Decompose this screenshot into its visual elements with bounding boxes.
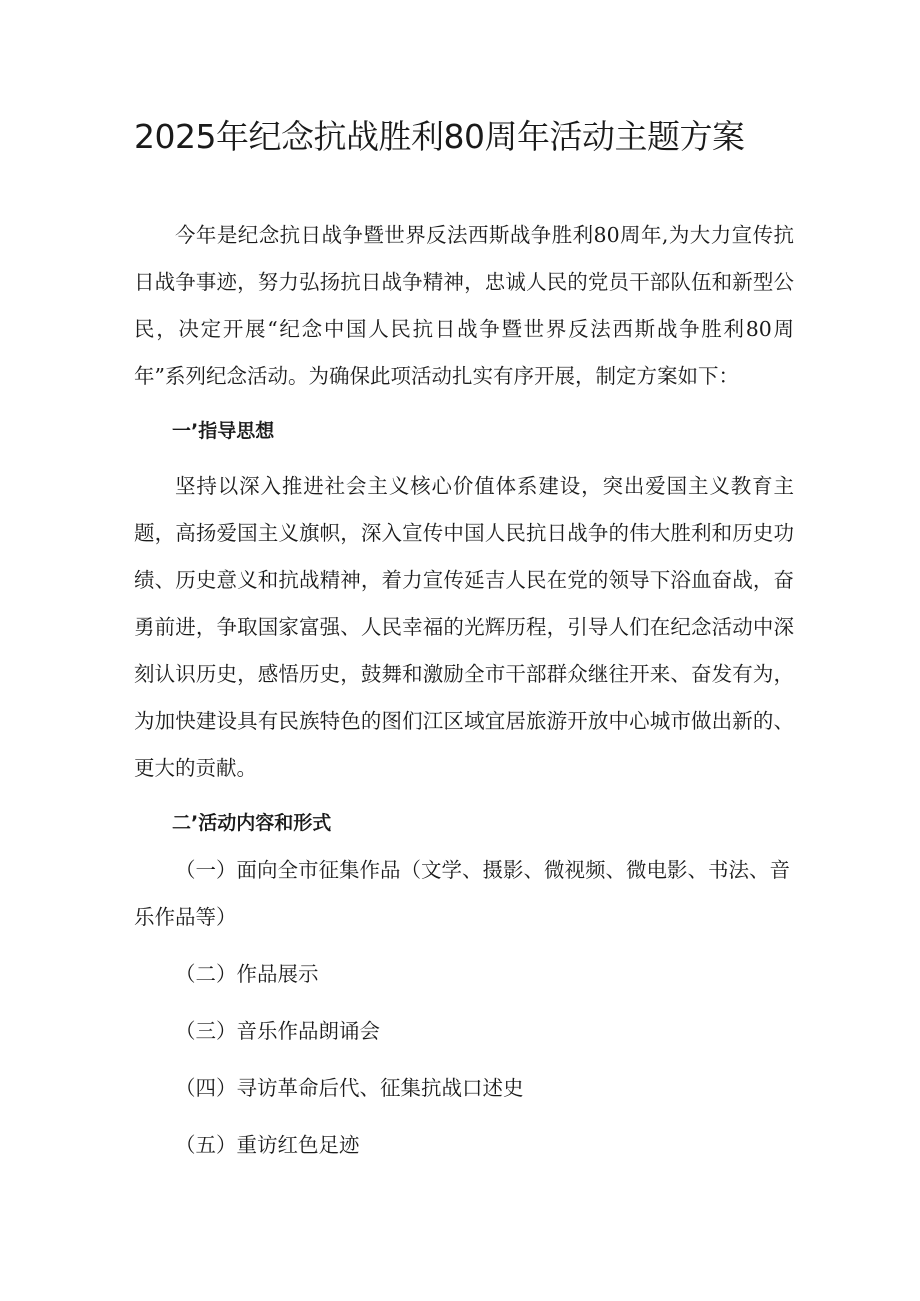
- activity-item: （四）寻访革命后代、征集抗战口述史: [175, 1076, 524, 1100]
- document-body: [134, 212, 794, 1169]
- guiding-ideology-paragraph: 坚持以深入推进社会主义核心价值体系建设，突出爱国主义教育主题，高扬爱国主义旗帜，深入宣传中国人民抗日战争的伟大胜利和历史功绩、历史意义和抗战精神，着力宣传延吉人民在党的领导下浴血奋战，奋勇前进，争取国家富强、人民幸福的光辉历程，引导人们在纪念活动中深刻认识历史，感悟历史，鼓舞和激励全市干部群众继往开来、奋发有为，为加快建设具有民族特色的图们江区域宜居旅游开放中心城市做出新的、更大的贡献。: [134, 474, 794, 780]
- section-heading-activities: 二’活动内容和形式: [172, 812, 332, 834]
- activity-item: （一）面向全市征集作品（文学、摄影、微视频、微电影、书法、音乐作品等）: [134, 858, 790, 929]
- activity-item: （二）作品展示: [175, 962, 319, 986]
- intro-paragraph: 今年是纪念抗日战争暨世界反法西斯战争胜利80周年,为大力宣传抗日战争事迹，努力弘扬抗日战争精神，忠诚人民的党员干部队伍和新型公民，决定开展“纪念中国人民抗日战争暨世界反法西斯战争胜利80周年”系列纪念活动。为确保此项活动扎实有序开展，制定方案如下：: [134, 223, 794, 388]
- document-title: 2025年纪念抗战胜利80周年活动主题方案: [134, 117, 745, 156]
- section-heading-guiding-ideology: 一’指导思想: [172, 420, 275, 442]
- activity-item: （五）重访红色足迹: [175, 1133, 360, 1157]
- activity-item: （三）音乐作品朗诵会: [175, 1019, 380, 1043]
